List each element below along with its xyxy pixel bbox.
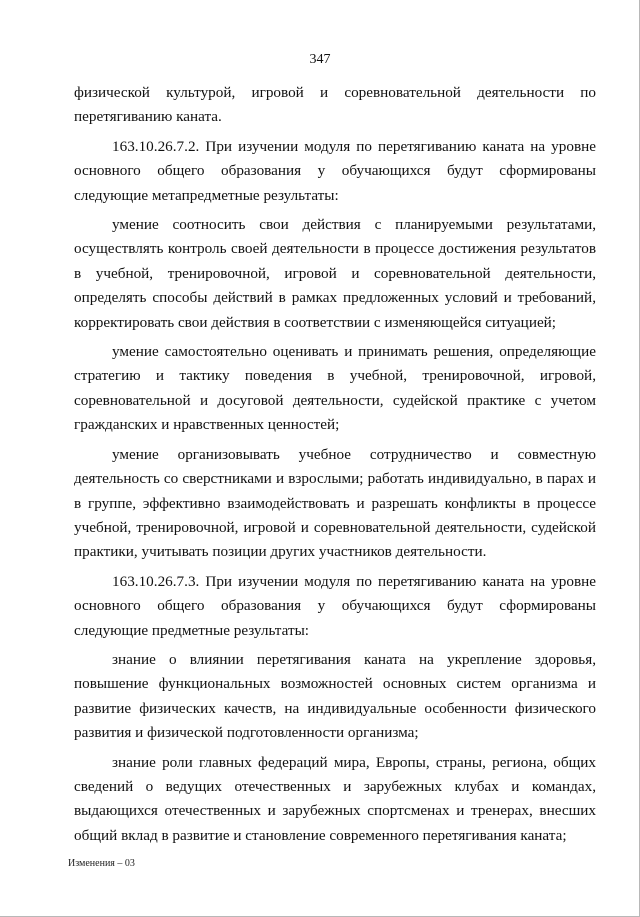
paragraph-skill-decision-making: умение самостоятельно оценивать и принимать решения, определяющие стратегию и тактику поведения в учебной, тренировочной, игровой, соревновательной и досуговой деятельности, судейской практике с учетом гражданских и нравственных ценностей; bbox=[74, 343, 596, 434]
paragraph-section-163-10-26-7-2: 163.10.26.7.2. При изучении модуля по перетягиванию каната на уровне основного общего образования у обучающихся будут сформированы следующие метапредметные результаты: bbox=[74, 137, 596, 204]
paragraph-skill-self-control: умение соотносить свои действия с планируемыми результатами, осуществлять контроль своей деятельности в процессе достижения результатов в учебной, тренировочной, игровой и соревновательной деятельности, определять способы действий в рамках предложенных условий и требований, корректировать свои действия в соответствии с изменяющейся ситуацией; bbox=[74, 216, 596, 331]
paragraph-skill-cooperation: умение организовывать учебное сотрудничество и совместную деятельность со сверстниками и взрослыми; работать индивидуально, в парах и в группе, эффективно взаимодействовать и разрешать конфликты в процессе учебной, тренировочной, игровой и соревновательной деятельности, судейской практики, учитывать позиции других участников деятельности. bbox=[74, 445, 596, 561]
paragraph-section-163-10-26-7-3: 163.10.26.7.3. При изучении модуля по перетягиванию каната на уровне основного общего образования у обучающихся будут сформированы следующие предметные результаты: bbox=[74, 572, 596, 639]
paragraph-knowledge-federations: знание роли главных федераций мира, Европы, страны, региона, общих сведений о ведущих отечественных и зарубежных клубах и командах, выдающихся отечественных и зарубежных спортсменах и тренерах, внесших общий вклад в развитие и становление современного перетягивания каната; bbox=[74, 753, 596, 844]
document-body bbox=[74, 81, 596, 853]
paragraph-continuation: физической культурой, игровой и соревновательной деятельности по перетягиванию каната. bbox=[74, 84, 596, 126]
page-number: 347 bbox=[309, 52, 331, 67]
paragraph-knowledge-health: знание о влиянии перетягивания каната на укрепление здоровья, повышение функциональных возможностей основных систем организма и развитие физических качеств, на индивидуальные особенности физического развития и физической подготовленности организма; bbox=[74, 650, 596, 742]
footer-revision-label: Изменения – 03 bbox=[68, 858, 135, 869]
